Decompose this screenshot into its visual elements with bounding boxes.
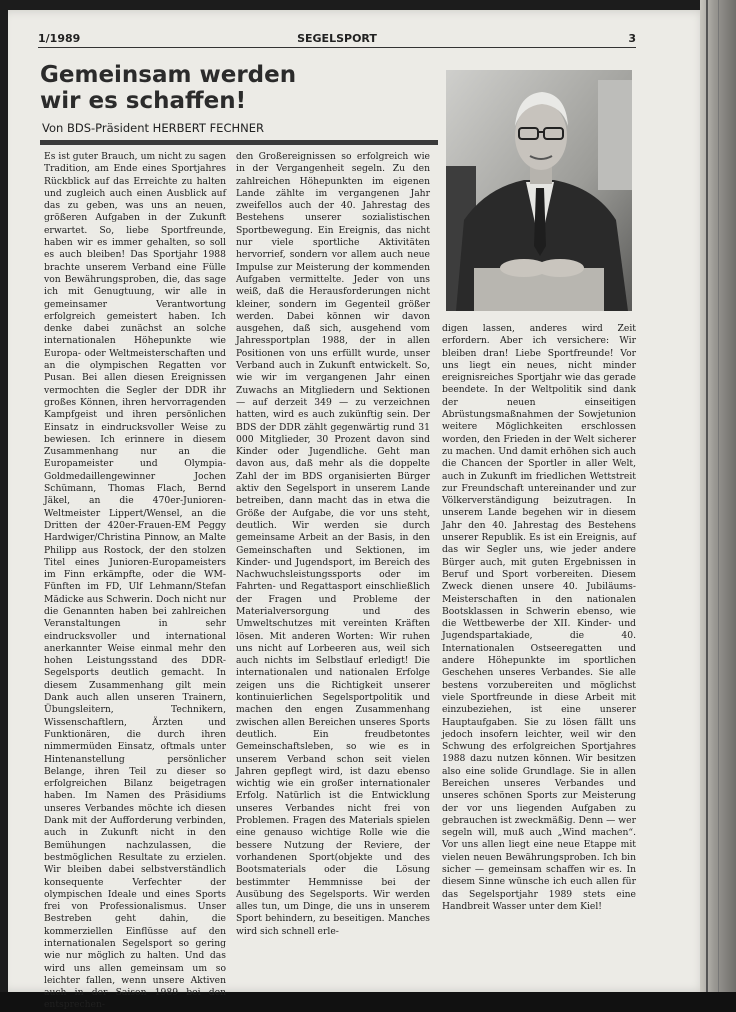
- magazine-name: SEGELSPORT: [297, 32, 377, 45]
- column-2-text: den Großereignissen so erfolgreich wie in der Vergangenheit segeln. Zu den zahlreichen Höhepunkten im eigenen Lande zählte im vergangenen Jahr zweifellos auch der 40. Jahrestag des Bestehens unserer sozialistischen Sportbewegung. Ein Ereignis, das nicht nur viele sportliche Aktivitäten hervorrief, sondern vor allem auch neue Impulse zur Meisterung der kommenden Aufgaben vermittelte. Jeder von uns weiß, daß die Herausforderungen nicht kleiner, sondern im Gegenteil größer werden. Dabei können wir davon ausgehen, daß sich, ausgehend vom Jahressportplan 1988, der in allen Positionen von uns erfüllt wurde, unser Verband auch in Zukunft entwickelt. So, wie wir im vergangenen Jahr einen Zuwachs an Mitgliedern und Sektionen — auf derzeit 349 — zu verzeichnen hatten, wird es auch zukünftig sein. Der BDS der DDR zählt gegenwärtig rund 31 000 Mitglieder, 30 Prozent davon sind Kinder oder Jugendliche. Geht man davon aus, daß mehr als die doppelte Zahl der im BDS organisierten Bürger aktiv den Segelsport in unserem Lande betreiben, dann macht das in etwa die Größe der Aufgabe, die vor uns steht, deutlich. Wir werden sie durch gemeinsame Arbeit an der Basis, in den Gemeinschaften und Sektionen, im Kinder- und Jugendsport, im Bereich des Nachwuchsleistungssports oder im Fahrten- und Regattasport einschließlich der Fragen und Probleme der Materialversorgung und des Umweltschutzes mit vereinten Kräften lösen. Mit anderen Worten: Wir ruhen uns nicht auf Lorbeeren aus, weil sich auch nichts im Selbstlauf erledigt! Die internationalen und nationalen Erfolge zeigen uns die Richtigkeit unserer kontinuierlichen Segelsportpolitik und machen den engen Zusammenhang zwischen allen Bereichen unseres Sports deutlich. Ein freudbetontes Gemeinschaftsleben, so wie es in unserem Verband schon seit vielen Jahren gepflegt wird, ist dazu ebenso wichtig wie ein großer internationaler Erfolg. Natürlich ist die Entwicklung unseres Verbandes nicht frei von Problemen. Fragen des Materials spielen eine genauso wichtige Rolle wie die bessere Nutzung der Reviere, der vorhandenen Sport(objekte und des Bootsmaterials oder die Lösung bestimmter Hemmnisse bei der Ausübung des Segelsports. Wir werden alles tun, um Dinge, die uns in unserem Sport behindern, zu beseitigen. Manches wird sich schnell erle-: [236, 151, 430, 937]
- article-headline: [40, 62, 400, 114]
- header-rule: [38, 47, 636, 48]
- issue-number: 1/1989: [38, 32, 81, 45]
- headline-line-1: Gemeinsam werden: [40, 62, 297, 88]
- column-1-text: Es ist guter Brauch, um nicht zu sagen Tradition, am Ende eines Sportjahres Rückblick auf das Erreichte zu halten und zugleich auch einen Ausblick auf das zu geben, was uns an neuen, größeren Aufgaben in der Zukunft erwartet. So, liebe Sportfreunde, haben wir es immer gehalten, so soll es auch bleiben! Das Sportjahr 1988 brachte unserem Verband eine Fülle von Bewährungsproben, die, das sage ich mit Genugtuung, wir alle in gemeinsamer Verantwortung erfolgreich gemeistert haben. Ich denke dabei zunächst an solche internationalen Höhepunkte wie Europa- oder Weltmeisterschaften und an die olympischen Regatten vor Pusan. Bei allen diesen Ereignissen vermochten die Segler der DDR ihr großes Können, ihren hervorragenden Kampfgeist und ihren persönlichen Einsatz in eindrucksvoller Weise zu bewiesen. Ich erinnere in diesem Zusammenhang nur an die Europameister und Olympia-Goldmedaillengewinner Jochen Schümann, Thomas Flach, Bernd Jäkel, an die 470er-Junioren-Weltmeister Lippert/Wensel, an die Dritten der 420er-Frauen-EM Peggy Hardwiger/Christina Pinnow, an Malte Philipp aus Rostock, der den stolzen Titel eines Junioren-Europameisters im Finn erkämpfte, oder die WM-Fünften im FD, Ulf Lehmann/Stefan Mädicke aus Schwerin. Doch nicht nur die Genannten haben bei zahlreichen Veranstaltungen in sehr eindrucksvoller und international anerkannter Weise einmal mehr den hohen Leistungsstand des DDR-Segelsports deutlich gemacht. In diesem Zusammenhang gilt mein Dank auch allen unseren Trainern, Übungsleitern, Technikern, Wissenschaftlern, Ärzten und Funktionären, die durch ihren nimmermüden Einsatz, oftmals unter Hintenanstellung persönlicher Belange, ihren Teil zu dieser so erfolgreichen Bilanz beigetragen haben. Im Namen des Präsidiums unseres Verbandes möchte ich diesen Dank mit der Aufforderung verbinden, auch in Zukunft nicht in den Bemühungen nachzulassen, die bestmöglichen Resultate zu erzielen. Wir bleiben dabei selbstverständlich konsequente Verfechter der olympischen Ideale und eines Sports frei von Professionalismus. Unser Bestreben geht dahin, die kommerziellen Einflüsse auf den internationalen Segelsport so gering wie nur möglich zu halten. Und das wird uns allen gemeinsam um so leichter fallen, wenn unsere Aktiven auch in der Saison 1989 bei den entsprechen-: [44, 151, 226, 1011]
- page-number: 3: [628, 32, 636, 45]
- column-3-text: digen lassen, anderes wird Zeit erfordern. Aber ich versichere: Wir bleiben dran! Liebe Sportfreunde! Vor uns liegt ein neues, nicht minder ereignisreiches Sportjahr wie das gerade beendete. In der Weltpolitik sind dank der neuen einseitigen Abrüstungsmaßnahmen der Sowjetunion weitere Möglichkeiten erschlossen worden, den Frieden in der Welt sicherer zu machen. Und damit erhöhen sich auch die Chancen der Sportler in aller Welt, auch in Zukunft im friedlichen Wettstreit zur Freundschaft untereinander und zur Völkerverständigung beizutragen. In unserem Lande begehen wir in diesem Jahr den 40. Jahrestag des Bestehens unserer Republik. Es ist ein Ereignis, auf das wir Segler uns, wie jeder andere Bürger auch, mit guten Ergebnissen in Beruf und Sport vorbereiten. Diesem Zweck dienen unsere 40. Jubiläums-Meisterschaften in den nationalen Bootsklassen in Schwerin ebenso, wie die Wettbewerbe der XII. Kinder- und Jugendspartakiade, die 40. Internationalen Ostseeregatten und andere Höhepunkte im sportlichen Geschehen unseres Verbandes. Sie alle bestens vorzubereiten und möglichst viele Sportfreunde in diese Arbeit mit einzubeziehen, ist eine unserer Hauptaufgaben. Sie zu lösen fällt uns jedoch insofern leichter, weil wir den Schwung des erfolgreichen Sportjahres 1988 dazu nutzen können. Wir besitzen also eine solide Grundlage. Sie in allen Bereichen unseres Verbandes und unseres schönen Sports zur Meisterung der vor uns liegenden Aufgaben zu gebrauchen ist zweckmäßig. Denn — wer segeln will, muß auch „Wind machen“. Vor uns allen liegt eine neue Etappe mit vielen neuen Bewährungsproben. Ich bin sicher — gemeinsam schaffen wir es. In diesem Sinne wünsche ich euch allen für das Segelsportjahr 1989 stets eine Handbreit Wasser unter dem Kiel!: [442, 323, 636, 912]
- portrait-image: [446, 70, 632, 311]
- headline-bar: [40, 140, 438, 145]
- president-portrait-photo: [446, 70, 632, 311]
- article-column-1: [44, 151, 226, 1012]
- book-spine: [700, 0, 736, 1012]
- article-column-3: [442, 323, 636, 913]
- byline: Von BDS-Präsident HERBERT FECHNER: [42, 121, 264, 135]
- article-column-2: [236, 151, 430, 938]
- running-header: [38, 32, 636, 46]
- headline-line-2: wir es schaffen!: [40, 88, 247, 114]
